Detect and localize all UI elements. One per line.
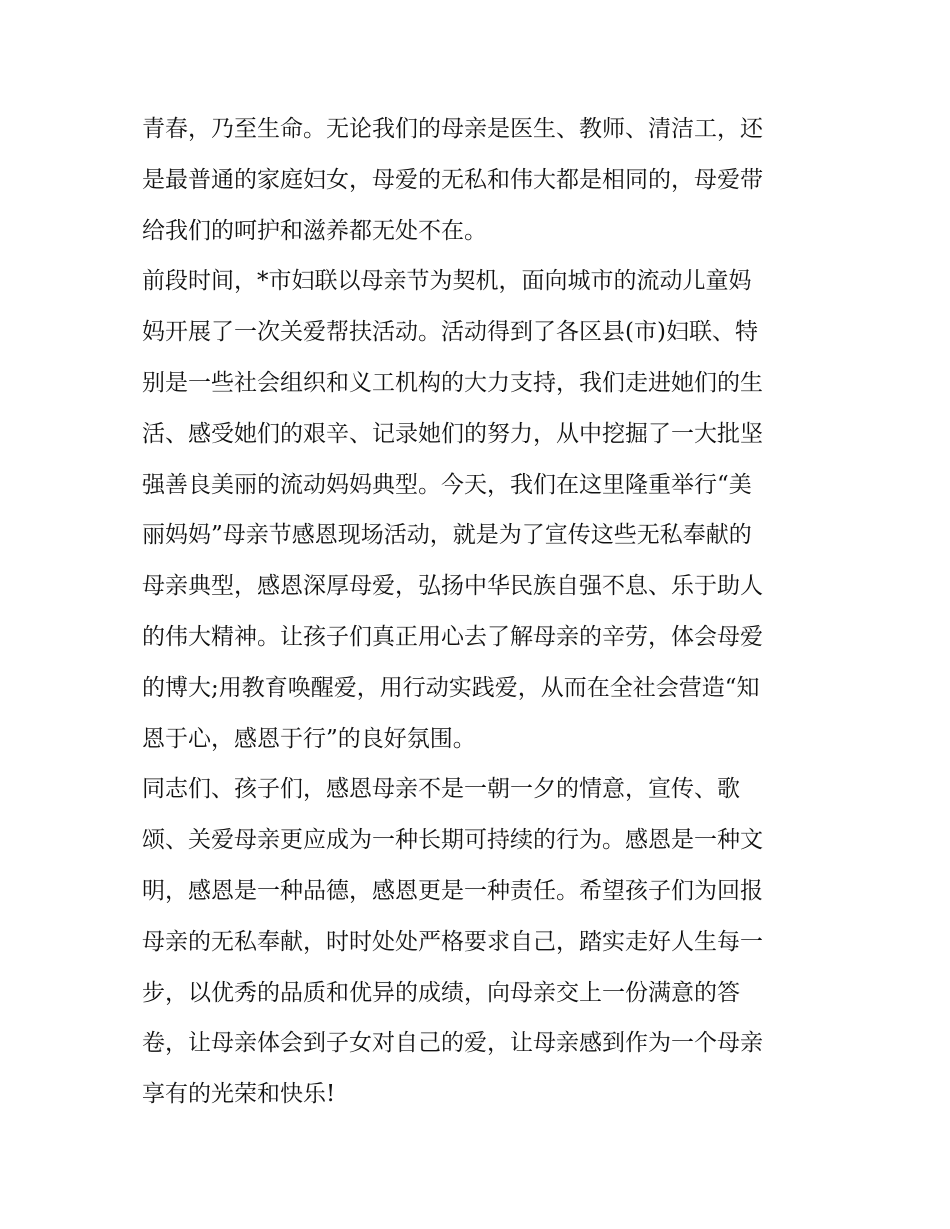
text-line: 给我们的呵护和滋养都无处不在。: [142, 217, 487, 244]
text-line: 的博大;用教育唤醒爱，用行动实践爱，从而在全社会营造“知: [142, 674, 760, 701]
text-line: 强善良美丽的流动妈妈典型。今天，我们在这里隆重举行“美: [142, 471, 752, 498]
text-line: 明，感恩是一种品德，感恩更是一种责任。希望孩子们为回报: [142, 877, 763, 904]
text-line: 同志们、孩子们，感恩母亲不是一朝一夕的情意，宣传、歌: [142, 776, 740, 803]
text-line: 活、感受她们的艰辛、记录她们的努力，从中挖掘了一大批坚: [142, 420, 763, 447]
text-line: 别是一些社会组织和义工机构的大力支持，我们走进她们的生: [142, 369, 763, 396]
text-line: 享有的光荣和快乐!: [142, 1081, 336, 1108]
text-line: 前段时间，*市妇联以母亲节为契机，面向城市的流动儿童妈: [142, 268, 752, 295]
document-body: [142, 104, 822, 1120]
text-line: 青春，乃至生命。无论我们的母亲是医生、教师、清洁工，还: [142, 116, 763, 142]
text-line: 母亲的无私奉献，时时处处严格要求自己，踏实走好人生每一: [142, 928, 763, 955]
text-line: 是最普通的家庭妇女，母爱的无私和伟大都是相同的，母爱带: [142, 166, 763, 193]
text-line: 丽妈妈”母亲节感恩现场活动，就是为了宣传这些无私奉献的: [142, 522, 752, 549]
text-line: 的伟大精神。让孩子们真正用心去了解母亲的辛劳，体会母爱: [142, 623, 763, 650]
text-line: 母亲典型，感恩深厚母爱，弘扬中华民族自强不息、乐于助人: [142, 573, 763, 600]
text-line: 步，以优秀的品质和优异的成绩，向母亲交上一份满意的答: [142, 979, 740, 1006]
text-line: 妈开展了一次关爱帮扶活动。活动得到了各区县(市)妇联、特: [142, 319, 758, 346]
text-line: 颂、关爱母亲更应成为一种长期可持续的行为。感恩是一种文: [142, 827, 763, 854]
text-line: 恩于心，感恩于行”的良好氛围。: [142, 725, 476, 752]
text-line: 卷，让母亲体会到子女对自己的爱，让母亲感到作为一个母亲: [142, 1030, 763, 1057]
